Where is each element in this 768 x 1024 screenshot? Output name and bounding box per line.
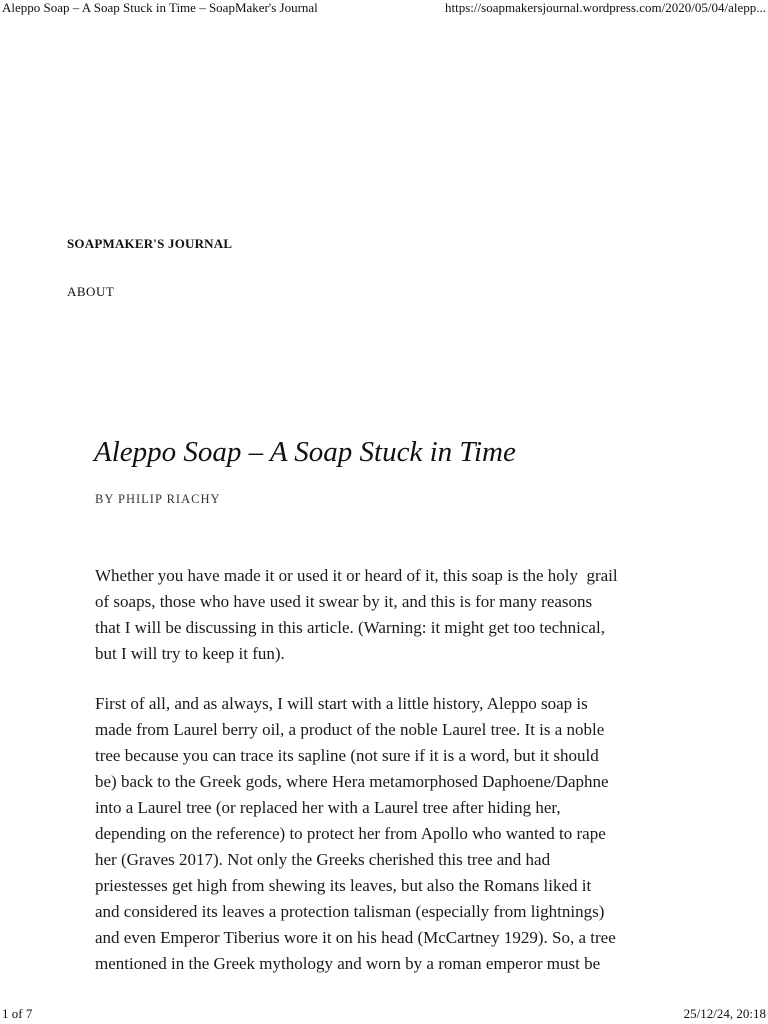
print-header-title: Aleppo Soap – A Soap Stuck in Time – SoapMaker's Journal (2, 0, 318, 15)
article-line: Whether you have made it or used it or heard of it, this soap is the holy grail (95, 566, 618, 585)
article-line: be) back to the Greek gods, where Hera metamorphosed Daphoene/Daphne (95, 772, 609, 791)
article-line: mentioned in the Greek mythology and worn by a roman emperor must be (95, 954, 601, 973)
article-line: First of all, and as always, I will start with a little history, Aleppo soap is (95, 694, 588, 713)
post-title: Aleppo Soap – A Soap Stuck in Time (94, 436, 516, 468)
print-header-url: https://soapmakersjournal.wordpress.com/2020/05/04/alepp... (445, 0, 766, 15)
print-footer (0, 1006, 768, 1024)
article-line: of soaps, those who have used it swear by it, and this is for many reasons (95, 592, 593, 611)
article-line: and even Emperor Tiberius wore it on his head (McCartney 1929). So, a tree (95, 928, 616, 947)
nav-about-link[interactable]: ABOUT (67, 284, 115, 299)
site-title-link[interactable]: SOAPMAKER'S JOURNAL (67, 236, 233, 251)
post-byline: BY PHILIP RIACHY (95, 492, 221, 506)
print-page-number: 1 of 7 (2, 1006, 33, 1021)
article-line: priestesses get high from shewing its leaves, but also the Romans liked it (95, 876, 592, 895)
article-paragraph (95, 691, 695, 977)
print-datetime: 25/12/24, 20:18 (683, 1006, 766, 1021)
article-line: into a Laurel tree (or replaced her with a Laurel tree after hiding her, (95, 798, 561, 817)
article-paragraph (95, 563, 695, 667)
article-line: that I will be discussing in this article. (Warning: it might get too technical, (95, 618, 605, 637)
article-line: but I will try to keep it fun). (95, 644, 285, 663)
article-line: and considered its leaves a protection talisman (especially from lightnings) (95, 902, 605, 921)
print-header (0, 0, 768, 18)
article-line: her (Graves 2017). Not only the Greeks cherished this tree and had (95, 850, 551, 869)
article-body (95, 563, 695, 1001)
article-line: depending on the reference) to protect her from Apollo who wanted to rape (95, 824, 606, 843)
article-line: tree because you can trace its sapline (not sure if it is a word, but it should (95, 746, 599, 765)
article-line: made from Laurel berry oil, a product of the noble Laurel tree. It is a noble (95, 720, 605, 739)
